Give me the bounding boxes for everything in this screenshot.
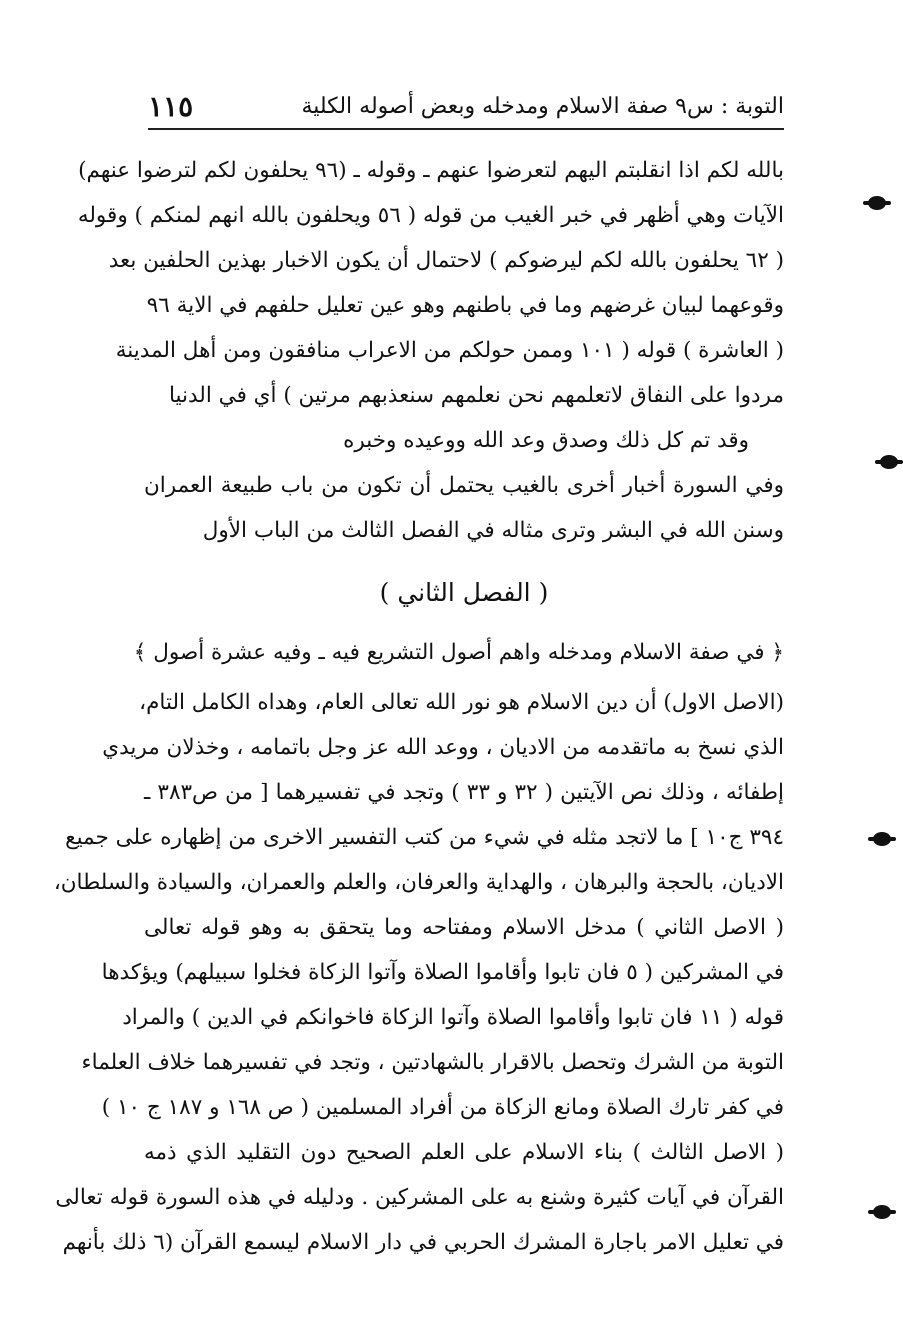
- text-line: وفي السورة أخبار أخرى بالغيب يحتمل أن تكون من باب طبيعة العمران: [144, 473, 784, 498]
- text-line: قوله ( ١١ فان تابوا وأقاموا الصلاة وآتوا الزكاة فاخوانكم في الدين ) والمراد: [122, 1005, 784, 1030]
- text-line: الاديان، بالحجة والبرهان ، والهداية والعرفان، والعلم والعمران، والسيادة والسلطان،: [53, 870, 784, 895]
- text-line: إطفائه ، وذلك نص الآيتين ( ٣٢ و ٣٣ ) وتجد في تفسيرهما [ من ص٣٨٣ ـ: [144, 780, 784, 805]
- text-line: وقد تم كل ذلك وصدق وعد الله ووعيده وخبره: [343, 428, 749, 453]
- section-subtitle: ﴿ في صفة الاسلام ومدخله واهم أصول التشريع فيه ـ وفيه عشرة أصول ﴾: [133, 640, 784, 665]
- text-line: الذي نسخ به ماتقدمه من الاديان ، ووعد الله عز وجل باتمامه ، وخذلان مريدي: [102, 735, 784, 760]
- text-line: في المشركين ( ٥ فان تابوا وأقاموا الصلاة وآتوا الزكاة فخلوا سبيلهم) ويؤكدها: [101, 960, 784, 985]
- section-title: ( الفصل الثاني ): [379, 578, 549, 607]
- text-line: وسنن الله في البشر وترى مثاله في الفصل الثالث من الباب الأول: [202, 518, 784, 543]
- text-line: (الاصل الاول) أن دين الاسلام هو نور الله تعالى العام، وهداه الكامل التام،: [139, 690, 784, 715]
- text-line: في كفر تارك الصلاة ومانع الزكاة من أفراد المسلمين ( ص ١٦٨ و ١٨٧ ج ١٠ ): [101, 1095, 784, 1120]
- text-line: في تعليل الامر باجارة المشرك الحربي في دار الاسلام ليسمع القرآن (٦ ذلك بأنهم: [62, 1230, 784, 1255]
- margin-mark: [873, 832, 891, 846]
- text-line: ٣٩٤ ج١٠ ] ما لاتجد مثله في شيء من كتب التفسير الاخرى من إظهاره على جميع: [65, 825, 784, 850]
- text-line: التوبة من الشرك وتحصل بالاقرار بالشهادتين ، وتجد في تفسيرهما خلاف العلماء: [81, 1050, 784, 1075]
- running-title: التوبة : س٩ صفة الاسلام ومدخله وبعض أصوله الكلية: [301, 94, 784, 119]
- text-line: القرآن في آيات كثيرة وشنع به على المشركين . ودليله في هذه السورة قوله تعالى: [55, 1185, 784, 1210]
- margin-mark: [868, 196, 886, 210]
- text-line: مردوا على النفاق لاتعلمهم نحن نعلمهم سنعذبهم مرتين ) أي في الدنيا: [168, 383, 784, 408]
- text-line: الآيات وهي أظهر في خبر الغيب من قوله ( ٥٦ ويحلفون بالله انهم لمنكم ) وقوله: [77, 203, 784, 228]
- text-line: وقوعهما لبيان غرضهم وما في باطنهم وهو عين تعليل حلفهم في الاية ٩٦: [146, 293, 784, 318]
- text-line: بالله لكم اذا انقلبتم اليهم لتعرضوا عنهم ـ وقوله ـ (٩٦ يحلفون لكم لترضوا عنهم): [78, 158, 784, 183]
- text-line: ( الاصل الثالث ) بناء الاسلام على العلم الصحيح دون التقليد الذي ذمه: [144, 1140, 784, 1165]
- page-number: ١١٥: [148, 90, 194, 123]
- text-line: ( ٦٢ يحلفون بالله لكم ليرضوكم ) لاحتمال أن يكون الاخبار بهذين الحلفين بعد: [108, 248, 784, 273]
- text-line: ( العاشرة ) قوله ( ١٠١ وممن حولكم من الاعراب منافقون ومن أهل المدينة: [115, 338, 784, 363]
- margin-mark: [873, 1205, 891, 1219]
- text-line: ( الاصل الثاني ) مدخل الاسلام ومفتاحه وما يتحقق به وهو قوله تعالى: [144, 915, 784, 940]
- margin-mark: [880, 455, 898, 469]
- running-header: [148, 86, 784, 130]
